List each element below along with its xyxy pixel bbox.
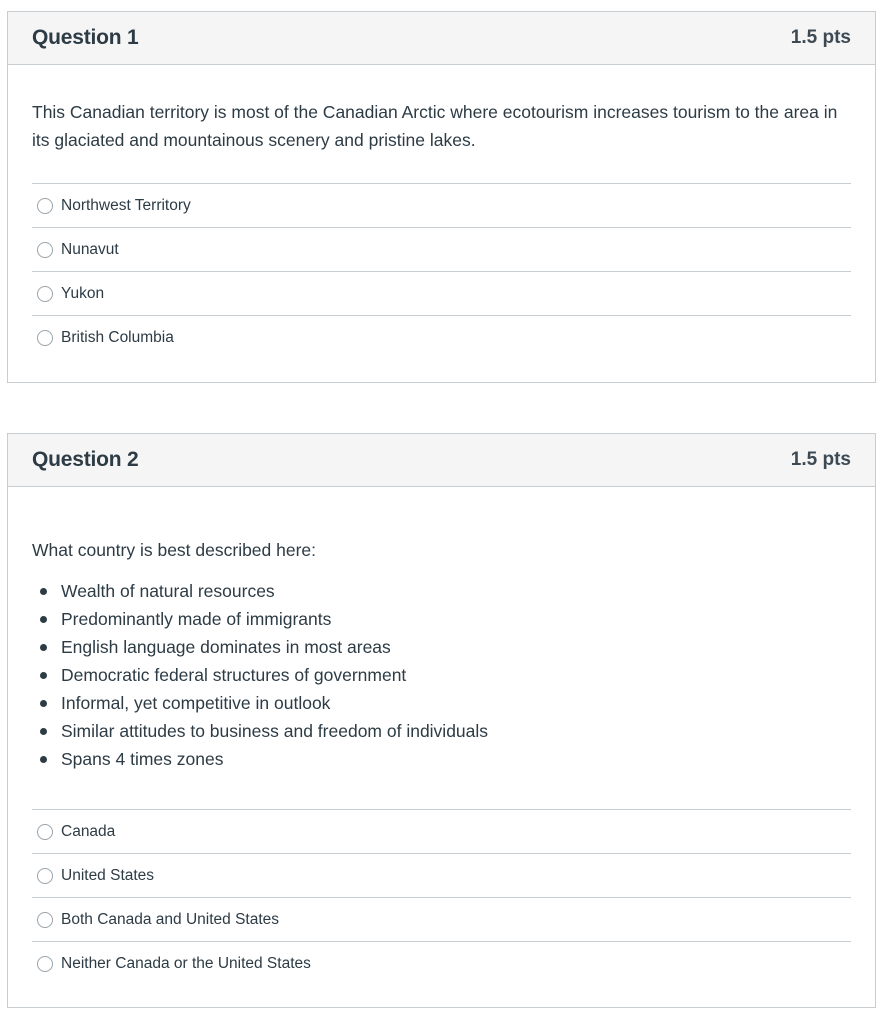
answer-option[interactable] <box>32 810 851 854</box>
question-card-1 <box>7 11 876 383</box>
answer-option[interactable] <box>32 942 851 986</box>
bullet-text: Democratic federal structures of government <box>61 665 407 685</box>
radio-button[interactable] <box>37 330 53 346</box>
question-title: Question 1 <box>32 26 139 49</box>
answer-list <box>32 809 851 986</box>
radio-button[interactable] <box>37 868 53 884</box>
bullet-text: Wealth of natural resources <box>61 581 275 601</box>
question-body <box>8 98 875 360</box>
bullet-dot-icon <box>40 588 47 595</box>
question-body <box>8 536 875 986</box>
bullet-dot-icon <box>40 616 47 623</box>
bullet-item <box>32 745 851 773</box>
answer-label: Nunavut <box>61 240 119 258</box>
radio-button[interactable] <box>37 912 53 928</box>
answer-option[interactable] <box>32 184 851 228</box>
answer-label: Neither Canada or the United States <box>61 955 311 972</box>
bullet-text: Predominantly made of immigrants <box>61 609 332 629</box>
radio-button[interactable] <box>37 286 53 302</box>
bullet-item <box>32 689 851 717</box>
bullet-dot-icon <box>40 728 47 735</box>
bullet-item <box>32 577 851 605</box>
question-points: 1.5 pts <box>790 449 851 470</box>
answer-option[interactable] <box>32 228 851 272</box>
answer-label: Northwest Territory <box>61 196 191 214</box>
answer-label: Canada <box>61 822 116 840</box>
answer-option[interactable] <box>32 316 851 360</box>
answer-option[interactable] <box>32 898 851 942</box>
answer-label: British Columbia <box>61 329 174 346</box>
bullet-dot-icon <box>40 756 47 763</box>
bullet-dot-icon <box>40 672 47 679</box>
bullet-text: English language dominates in most areas <box>61 637 391 657</box>
bullet-item <box>32 717 851 745</box>
bullet-text: Similar attitudes to business and freedom of individuals <box>61 721 489 741</box>
question-card-2 <box>7 433 876 1008</box>
question-text: This Canadian territory is most of the Canadian Arctic where ecotourism increases tourism to the area in its glaciated and mountainous scenery and pristine lakes. <box>32 102 838 150</box>
bullet-item <box>32 661 851 689</box>
answer-list <box>32 183 851 360</box>
bullet-text: Informal, yet competitive in outlook <box>61 693 331 713</box>
answer-option[interactable] <box>32 272 851 316</box>
radio-button[interactable] <box>37 824 53 840</box>
question-points: 1.5 pts <box>790 27 851 48</box>
bullet-dot-icon <box>40 644 47 651</box>
bullet-item <box>32 605 851 633</box>
question-text: What country is best described here: <box>32 540 317 560</box>
question-title: Question 2 <box>32 448 139 471</box>
bullet-text: Spans 4 times zones <box>61 749 224 769</box>
radio-button[interactable] <box>37 242 53 258</box>
question-header <box>8 12 875 65</box>
radio-button[interactable] <box>37 198 53 214</box>
question-header <box>8 434 875 487</box>
bullet-dot-icon <box>40 700 47 707</box>
description-bullet-list <box>32 577 851 773</box>
answer-label: Yukon <box>61 284 105 302</box>
answer-label: Both Canada and United States <box>61 910 280 928</box>
answer-option[interactable] <box>32 854 851 898</box>
answer-label: United States <box>61 866 155 884</box>
radio-button[interactable] <box>37 956 53 972</box>
bullet-item <box>32 633 851 661</box>
